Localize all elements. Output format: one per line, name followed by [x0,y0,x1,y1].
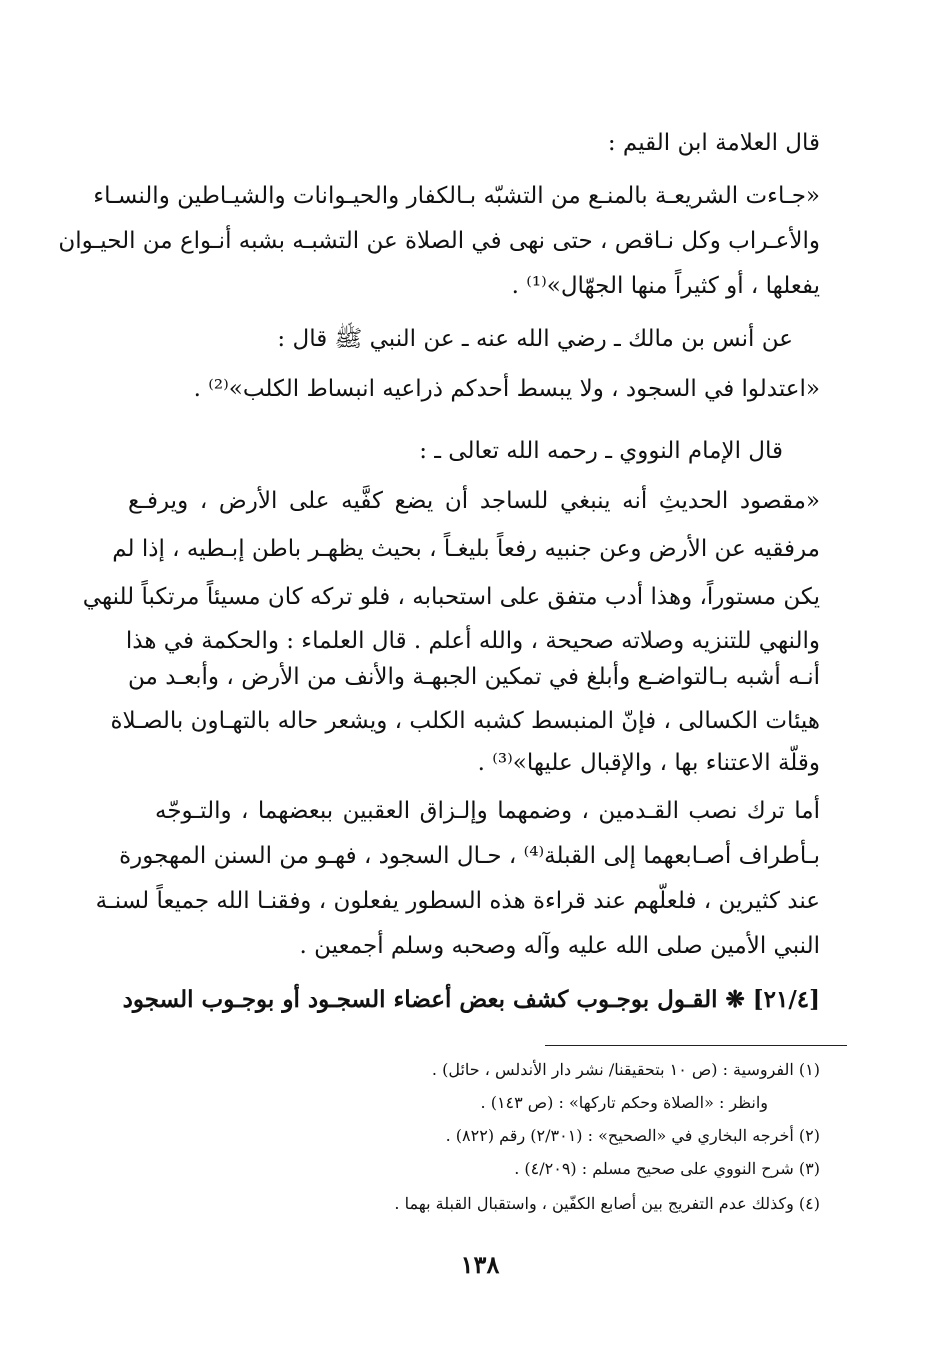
nawawi-quote-line: أنـه أشبه بـالتواضـع وأبلغ في تمكين الجبهـة والأنف من الأرض ، وأبعـد من [128,664,820,690]
nawawi-quote-line: «مقصود الحديثِ أنه ينبغي للساجد أن يضع كفَّيه على الأرض ، ويرفـع [128,488,820,514]
author-paragraph-line: عند كثيرين ، فلعلّهم عند قراءة هذه السطور يفعلون ، وفقنـا الله جميعاً لسنـة [95,888,820,914]
quote-line: «جـاءت الشريعـة بالمنـع من التشبّه بـالكفار والحيـوانات والشيـاطين والنسـاء [93,183,820,209]
footnote-2: (٢) أخرجه البخاري في «الصحيح» : (٢/٣٠١) رقم (٨٢٢) . [445,1126,820,1145]
hadith-text-line: «اعتدلوا في السجود ، ولا يبسط أحدكم ذراعيه انبساط الكلب»⁽²⁾ . [193,376,820,402]
nawawi-quote-line: والنهي للتنزيه وصلاته صحيحة ، والله أعلم . قال العلماء : والحكمة في هذا [125,628,820,654]
nawawi-intro-line: قال الإمام النووي ـ رحمه الله تعالى ـ : [419,438,783,464]
section-heading: [٢١/٤] ❋ القـول بوجـوب كشف بعض أعضاء السجـود أو بوجـوب السجود [122,986,820,1013]
nawawi-quote-line: مرفقيه عن الأرض وعن جنبيه رفعاً بليغـاً ، بحيث يظهـر باطن إبـطيه ، إذا لم [112,536,820,562]
author-paragraph-line: النبي الأمين صلى الله عليه وآله وصحبه وسلم أجمعين . [299,933,820,959]
intro-line-ibn-qayyim: قال العلامة ابن القيم : [607,130,820,156]
page-number: ١٣٨ [460,1250,500,1279]
footnote-separator [545,1045,847,1046]
author-paragraph-line: أما ترك نصب القـدمين ، وضمهما وإلـزاق العقبين ببعضهما ، والتـوجّه [155,798,820,824]
footnote-1: (١) الفروسية : (ص ١٠ بتحقيقنا/ نشر دار الأندلس ، حائل) . [431,1060,820,1079]
hadith-intro-line: عن أنس بن مالك ـ رضي الله عنه ـ عن النبي ﷺ قال : [277,326,793,352]
quote-line: يفعلها ، أو كثيراً منها الجهّال»⁽¹⁾ . [511,273,820,299]
nawawi-quote-line: هيئات الكسالى ، فإنّ المنبسط كشبه الكلب ، ويشعر حاله بالتهـاون بالصـلاة [110,708,820,734]
author-paragraph-line: بـأطراف أصـابعهما إلى القبلة⁽⁴⁾ ، حـال السجود ، فهـو من السنن المهجورة [119,843,820,869]
footnote-4: (٤) وكذلك عدم التفريج بين أصابع الكفّين ، واستقبال القبلة بهما . [394,1194,820,1213]
footnote-1-continued: وانظر : «الصلاة وحكم تاركها» : (ص ١٤٣) . [480,1093,768,1112]
quote-line: والأعـراب وكل نـاقص ، حتى نهى في الصلاة عن التشبـه بشبه أنـواع من الحيـوان [58,228,820,254]
nawawi-quote-line: وقلّة الاعتناء بها ، والإقبال عليها»⁽³⁾ . [477,750,820,776]
nawawi-quote-line: يكن مستوراً، وهذا أدب متفق على استحبابه ، فلو تركه كان مسيئاً مرتكباً للنهي [82,584,820,610]
footnote-3: (٣) شرح النووي على صحيح مسلم : (٤/٢٠٩) . [514,1159,820,1178]
